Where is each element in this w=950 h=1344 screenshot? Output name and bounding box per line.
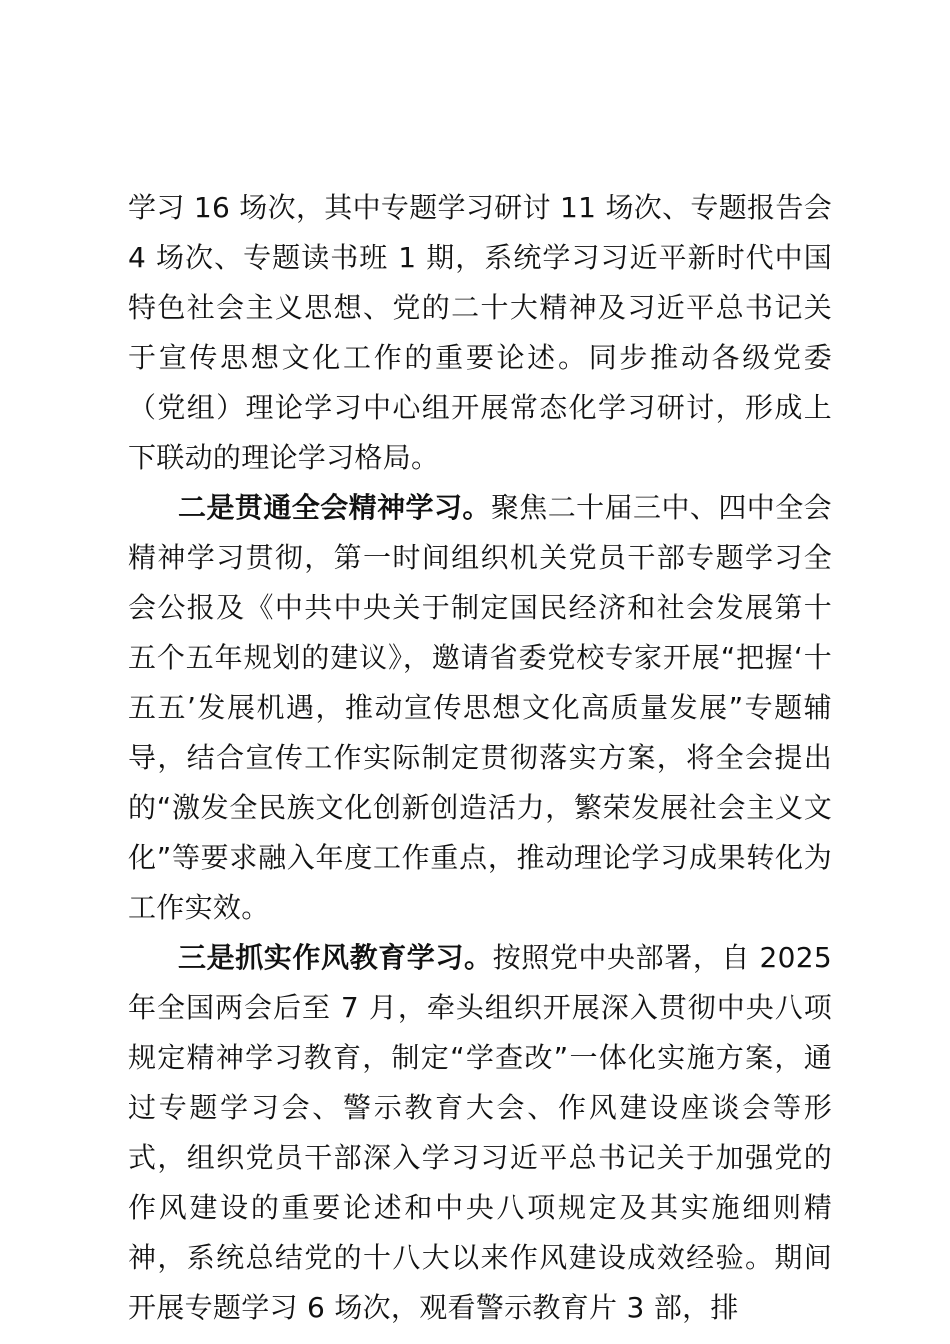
paragraph-work-style-education [128,933,832,1333]
paragraph-text: 聚焦二十届三中、四中全会精神学习贯彻，第一时间组织机关党员干部专题学习全会公报及《中共中央关于制定国民经济和社会发展第十五个五年规划的建议》，邀请省委党校专家开展“把握‘十五五’发展机遇，推动宣传思想文化高质量发展”专题辅导，结合宣传工作实际制定贯彻落实方案，将全会提出的“激发全民族文化创新创造活力，繁荣发展社会主义文化”等要求融入年度工作重点，推动理论学习成果转化为工作实效。 [128,491,832,924]
paragraph-text: 学习 16 场次，其中专题学习研讨 11 场次、专题报告会 4 场次、专题读书班 1 期，系统学习习近平新时代中国特色社会主义思想、党的二十大精神及习近平总书记关于宣传思想文化工作的重要论述。同步推动各级党委（党组）理论学习中心组开展常态化学习研讨，形成上下联动的理论学习格局。 [128,191,832,474]
paragraph-lead-heading: 三是抓实作风教育学习。 [178,941,493,974]
paragraph-plenary-study [128,483,832,933]
paragraph-text: 按照党中央部署，自 2025 年全国两会后至 7 月，牵头组织开展深入贯彻中央八项规定精神学习教育，制定“学查改”一体化实施方案，通过专题学习会、警示教育大会、作风建设座谈会等形式，组织党员干部深入学习习近平总书记关于加强党的作风建设的重要论述和中央八项规定及其实施细则精神，系统总结党的十八大以来作风建设成效经验。期间开展专题学习 6 场次，观看警示教育片 3 部，排 [128,941,832,1324]
document-page [128,183,832,1333]
paragraph-lead-heading: 二是贯通全会精神学习。 [178,491,491,524]
paragraph-theory-study-summary [128,183,832,483]
